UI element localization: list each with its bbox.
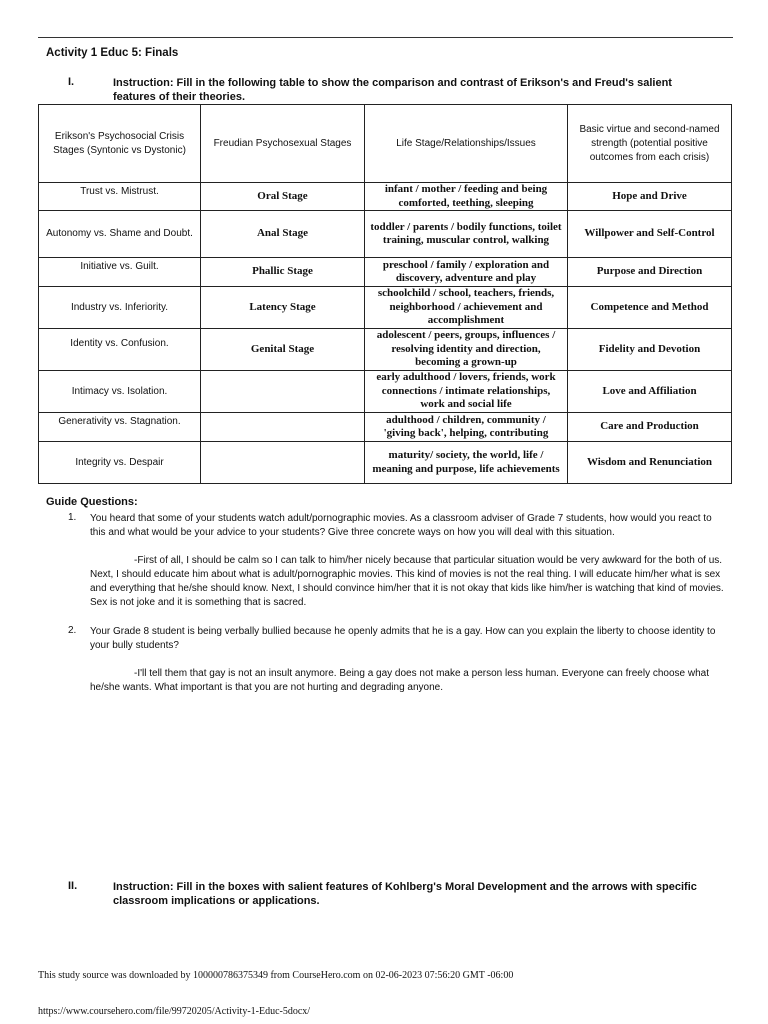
cell-freud: Phallic Stage xyxy=(201,258,365,287)
table-row xyxy=(39,258,732,287)
table-row xyxy=(39,442,732,484)
cell-freud xyxy=(201,442,365,484)
table-row xyxy=(39,329,732,371)
question-2-number: 2. xyxy=(68,625,77,636)
cell-erikson: Initiative vs. Guilt. xyxy=(39,258,201,287)
cell-virtue: Love and Affiliation xyxy=(568,371,732,413)
table-row xyxy=(39,371,732,413)
table-row xyxy=(39,287,732,329)
cell-life: infant / mother / feeding and being comforted, teething, sleeping xyxy=(365,183,568,211)
download-note: This study source was downloaded by 100000786375349 from CourseHero.com on 02-06-2023 07:56:20 GMT -06:00 xyxy=(38,970,514,981)
cell-freud xyxy=(201,413,365,442)
cell-erikson: Intimacy vs. Isolation. xyxy=(39,371,201,413)
cell-freud: Anal Stage xyxy=(201,211,365,258)
cell-erikson: Integrity vs. Despair xyxy=(39,442,201,484)
cell-virtue: Competence and Method xyxy=(568,287,732,329)
cell-erikson-text: Autonomy vs. Shame and Doubt. xyxy=(46,228,193,239)
cell-freud: Genital Stage xyxy=(201,329,365,371)
cell-erikson: Industry vs. Inferiority. xyxy=(39,287,201,329)
guide-questions-heading: Guide Questions: xyxy=(46,496,138,508)
cell-erikson: Identity vs. Confusion. xyxy=(39,329,201,371)
table-row xyxy=(39,211,732,258)
section-2-instruction: Instruction: Fill in the boxes with salient features of Kohlberg's Moral Development and the arrows with specific classroom implications or applications. xyxy=(113,881,697,907)
cell-freud xyxy=(201,371,365,413)
cell-virtue: Purpose and Direction xyxy=(568,258,732,287)
header-virtue: Basic virtue and second-named strength (potential positive outcomes from each crisis) xyxy=(568,105,732,183)
cell-virtue: Hope and Drive xyxy=(568,183,732,211)
cell-life: preschool / family / exploration and discovery, adventure and play xyxy=(365,258,568,287)
document-title: Activity 1 Educ 5: Finals xyxy=(46,47,179,59)
top-rule xyxy=(38,37,733,38)
cell-erikson xyxy=(39,211,201,258)
cell-life: early adulthood / lovers, friends, work connections / intimate relationships, work and social life xyxy=(365,371,568,413)
cell-erikson: Generativity vs. Stagnation. xyxy=(39,413,201,442)
header-freud: Freudian Psychosexual Stages xyxy=(201,105,365,183)
source-url[interactable]: https://www.coursehero.com/file/99720205/Activity-1-Educ-5docx/ xyxy=(38,1006,311,1017)
answer-1 xyxy=(90,554,726,610)
cell-freud: Oral Stage xyxy=(201,183,365,211)
cell-virtue: Care and Production xyxy=(568,413,732,442)
table-row xyxy=(39,183,732,211)
answer-2 xyxy=(90,667,726,695)
answer-2-text: -I'll tell them that gay is not an insult anymore. Being a gay does not make a person less human. Everyone can freely choose what he/she wants. What important is that you are not hurting and degrading anyone. xyxy=(90,668,709,693)
cell-virtue: Willpower and Self-Control xyxy=(568,211,732,258)
cell-erikson: Trust vs. Mistrust. xyxy=(39,183,201,211)
answer-1-text: -First of all, I should be calm so I can talk to him/her nicely because that particular situation would be very awkward for the both of us. Next, I should educate him about what is adult/pornographic movies. This kind of movies is not the real thing. I will educate him/her what is sex and everything that he/she should know. Next, I should convince him/her that it is not okay that kids like him/her is watching that kind of movies. Sex is not joke and it is something that is sacred. xyxy=(90,555,724,608)
cell-virtue: Fidelity and Devotion xyxy=(568,329,732,371)
header-erikson: Erikson's Psychosocial Crisis Stages (Syntonic vs Dystonic) xyxy=(39,105,201,183)
cell-virtue: Wisdom and Renunciation xyxy=(568,442,732,484)
section-1-instruction: Instruction: Fill in the following table to show the comparison and contrast of Erikson's and Freud's salient features of their theories. xyxy=(113,77,672,103)
question-1-text: You heard that some of your students watch adult/pornographic movies. As a classroom adviser of Grade 7 students, how would you react to this and what would be your advice to your students? Give three concrete ways on how you will deal with this situation. xyxy=(90,513,712,538)
erikson-freud-table xyxy=(38,104,732,484)
question-1-number: 1. xyxy=(68,512,77,523)
cell-life: maturity/ society, the world, life / meaning and purpose, life achievements xyxy=(365,442,568,484)
table-header-row xyxy=(39,105,732,183)
table-row xyxy=(39,413,732,442)
section-2-numeral: II. xyxy=(68,880,78,892)
cell-life: schoolchild / school, teachers, friends, neighborhood / achievement and accomplishment xyxy=(365,287,568,329)
cell-life: adolescent / peers, groups, influences / resolving identity and direction, becoming a grown-up xyxy=(365,329,568,371)
cell-life: toddler / parents / bodily functions, toilet training, muscular control, walking xyxy=(365,211,568,258)
question-2-text: Your Grade 8 student is being verbally bullied because he openly admits that he is a gay. How can you explain the liberty to choose identity to your bully students? xyxy=(90,626,716,651)
cell-freud: Latency Stage xyxy=(201,287,365,329)
section-1-numeral: I. xyxy=(68,76,75,88)
cell-life: adulthood / children, community / 'giving back', helping, contributing xyxy=(365,413,568,442)
header-life-stage: Life Stage/Relationships/Issues xyxy=(365,105,568,183)
